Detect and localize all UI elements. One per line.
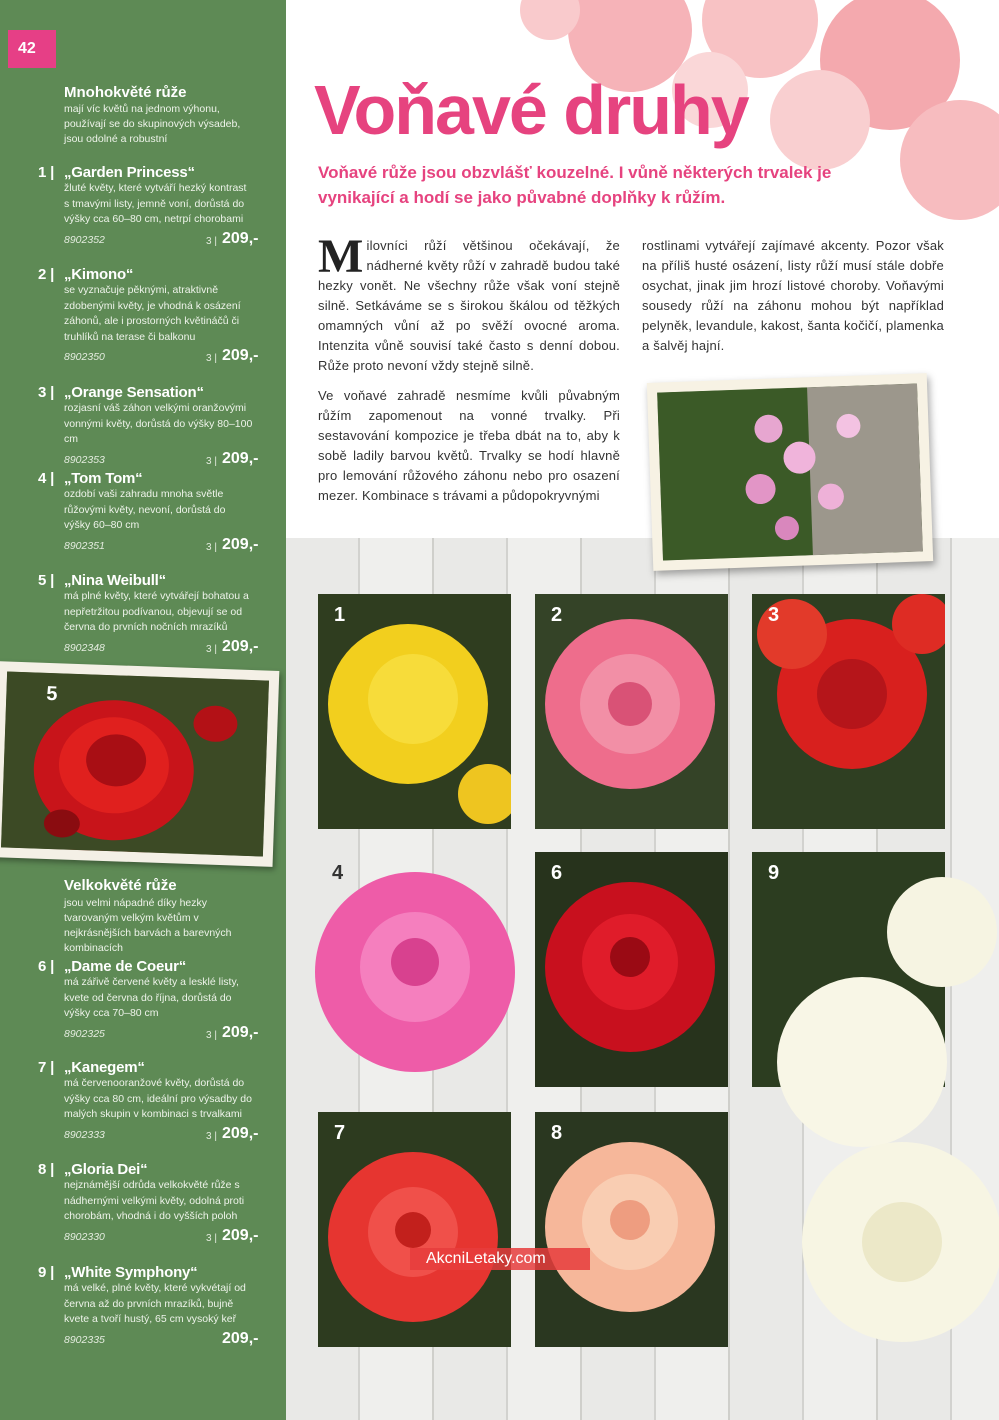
body-paragraph-1 — [318, 230, 620, 376]
entry-name: „White Symphony“ — [64, 1264, 198, 1281]
rose-tile-3 — [752, 594, 945, 829]
entry-name: „Gloria Dei“ — [64, 1161, 148, 1178]
entry-qty: 3 | — [206, 1130, 217, 1142]
tile-number: 3 — [768, 604, 780, 626]
entry-desc: má velké, plné květy, které vykvétají od června až do prvních mrazíků, bujně kvete a tvoří hustý, 65 cm vysoký keř — [64, 1282, 246, 1325]
rose-tile-4 — [300, 852, 530, 1087]
entry-code: 8902333 — [64, 1128, 105, 1141]
rose-tile-9 — [752, 852, 999, 1352]
entry-code: 8902353 — [64, 453, 105, 466]
entry-code: 8902352 — [64, 233, 105, 246]
entry-number: 3 | — [38, 384, 55, 401]
section-desc-multiflora: mají víc květů na jednom výhonu, používají se do skupinových výsadeb, jsou odolné a robustní — [64, 103, 241, 145]
rose-tile-6 — [535, 852, 728, 1087]
entry-desc: má zářivě červené květy a lesklé listy, kvete od června do října, dorůstá do výšky cca 70–80 cm — [64, 976, 239, 1019]
entry-qty: 3 | — [206, 1232, 217, 1244]
entry-desc: má červenooranžové květy, dorůstá do výšky cca 80 cm, ideální pro výsadby do malých skupin v kombinaci s trvalkami — [64, 1077, 252, 1120]
rose-photo-5 — [0, 661, 279, 867]
product-entry-1 — [38, 164, 264, 250]
entry-desc: ozdobí vaši zahradu mnoha světle růžovými květy, nevoní, dorůstá do výšky 60–80 cm — [64, 488, 226, 531]
entry-number: 2 | — [38, 266, 55, 283]
body-paragraph-3: rostlinami vytvářejí zajímavé akcenty. Pozor však na příliš husté osázení, listy růží musí stále dobře osychat, jinak jim hrozí listové choroby. Voňavými sousedy růží na záhonu mohou být například pelyněk, levandule, kakost, šanta kočičí, plamenka a šalvěj hajní. — [642, 238, 944, 353]
red-rose-image — [1, 671, 269, 856]
entry-desc: má plné květy, které vytvářejí bohatou a nepřetržitou podívanou, objevují se od června do prvních nočních mrazíků — [64, 590, 249, 633]
body-paragraph-2: Ve voňavé zahradě nesmíme kvůli půvabným růžím zapomenout na vonné trvalky. Při sestavování kompozice je třeba dbát na to, aby k sobě ladily barvou květů. Trvalky se hodí hlavně pro lemování růžového záhonu nebo pro osazení mezer. Kombinace s trávami a půdopokryvnými — [318, 388, 620, 503]
entry-price: 209,- — [222, 1329, 259, 1347]
entry-code: 8902330 — [64, 1230, 105, 1243]
product-entry-4 — [38, 470, 264, 556]
entry-qty: 3 | — [206, 1029, 217, 1041]
rose-tile-8 — [535, 1112, 728, 1347]
entry-number: 5 | — [38, 572, 55, 589]
body-text-1: ilovníci růží většinou očekávají, že nádherné květy růží v zahradě budou také hezky vonět. Ne všechny růže však voní stejně silně. Setkáváme se s širokou škálou od těžkých omamných vůní až po svěží ovocné aroma. Intenzita vůně souvisí také často s denní dobou. Růže proto nevoní vždy stejně silně. — [318, 238, 620, 373]
tile-number: 7 — [334, 1122, 346, 1144]
rose-tile-7 — [318, 1112, 511, 1347]
section-title-multiflora: Mnohokvěté růže — [64, 84, 187, 101]
watermark-logo: AkcniLetaky.com — [410, 1248, 590, 1270]
tile-number: 9 — [768, 862, 780, 884]
entry-price: 209,- — [222, 535, 259, 553]
framed-garden-photo — [647, 373, 933, 571]
page-number: 42 — [8, 30, 56, 68]
entry-number: 8 | — [38, 1161, 55, 1178]
entry-price: 209,- — [222, 347, 259, 364]
photo-label: 5 — [46, 682, 58, 706]
entry-code: 8902351 — [64, 539, 105, 552]
entry-qty: 3 | — [206, 235, 217, 247]
entry-desc: se vyznačuje pěknými, atraktivně zdobenými květy, je vhodná k osázení záhonů, ale i prostorných květináčů či truhlíků na terase či balkonu — [64, 284, 241, 343]
product-entry-2 — [38, 266, 264, 367]
entry-desc: nejznámější odrůda velkokvěté růže s nádhernými velkými květy, odolná proti chorobám, vhodná i do vyšších poloh — [64, 1179, 245, 1222]
climbing-roses-image — [657, 384, 923, 561]
product-entry-3 — [38, 384, 264, 470]
entry-number: 4 | — [38, 470, 55, 487]
section-desc-largeflower: jsou velmi nápadné díky hezky tvarovaným velkým květům v nejkrásnějších barvách a barevných kombinacích — [64, 897, 232, 954]
entry-price: 209,- — [222, 637, 259, 655]
entry-name: „Kimono“ — [64, 266, 134, 283]
page-title: Voňavé druhy — [314, 71, 748, 149]
entry-code: 8902335 — [64, 1333, 105, 1346]
entry-desc: žluté květy, které vytváří hezký kontrast s tmavými listy, jemně voní, dorůstá do výšky cca 60–80 cm, netrpí chorobami — [64, 182, 247, 225]
tile-number: 4 — [332, 862, 344, 884]
entry-qty: 3 | — [206, 455, 217, 467]
entry-price: 209,- — [222, 1124, 259, 1142]
tile-number: 1 — [334, 604, 346, 626]
product-entry-8 — [38, 1161, 264, 1247]
entry-number: 7 | — [38, 1059, 55, 1076]
lead-paragraph: Voňavé růže jsou obzvlášť kouzelné. I vůně některých trvalek je vynikající a hodí se jako půvabné doplňky k růžím. — [318, 163, 832, 207]
entry-code: 8902325 — [64, 1027, 105, 1040]
entry-name: „Tom Tom“ — [64, 470, 143, 487]
entry-name: „Dame de Coeur“ — [64, 958, 187, 975]
entry-name: „Kanegem“ — [64, 1059, 145, 1076]
entry-price: 209,- — [222, 1226, 259, 1244]
tile-number: 2 — [551, 604, 563, 626]
rose-tile-2 — [535, 594, 728, 829]
entry-name: „Garden Princess“ — [64, 164, 195, 181]
entry-qty: 3 | — [206, 541, 217, 553]
entry-price: 209,- — [222, 1023, 259, 1041]
entry-qty: 3 | — [206, 353, 217, 364]
tile-number: 6 — [551, 862, 563, 884]
entry-number: 1 | — [38, 164, 55, 181]
entry-number: 6 | — [38, 958, 55, 975]
entry-price: 209,- — [222, 229, 259, 247]
entry-code: 8902348 — [64, 641, 105, 654]
section-title-largeflower: Velkokvěté růže — [64, 877, 177, 894]
entry-name: „Nina Weibull“ — [64, 572, 166, 589]
drop-cap: M — [318, 230, 364, 283]
tile-number: 8 — [551, 1122, 563, 1144]
product-entry-9 — [38, 1264, 264, 1350]
product-entry-6 — [38, 958, 264, 1044]
entry-number: 9 | — [38, 1264, 55, 1281]
rose-tile-1 — [318, 594, 511, 829]
entry-price: 209,- — [222, 449, 259, 467]
entry-desc: rozjasní váš záhon velkými oranžovými vonnými květy, dorůstá do výšky 80–100 cm — [64, 402, 253, 445]
entry-code: 8902350 — [64, 351, 105, 363]
product-entry-5 — [38, 572, 264, 658]
product-entry-7 — [38, 1059, 264, 1145]
entry-name: „Orange Sensation“ — [64, 384, 204, 401]
entry-qty: 3 | — [206, 643, 217, 655]
